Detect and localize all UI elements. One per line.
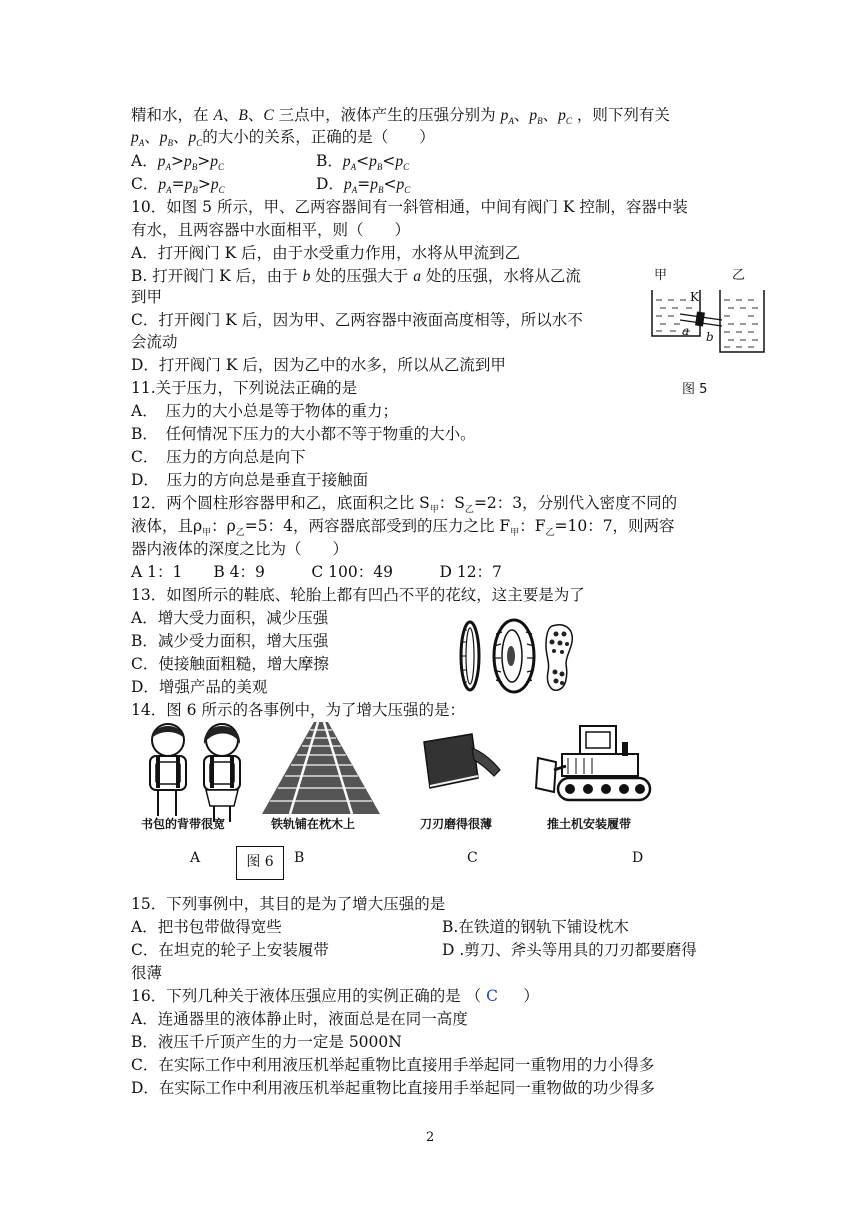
q13-option-b: B．减少受力面积，增大压强 (131, 632, 329, 650)
caption-cleaver: 刀刃磨得很薄 (420, 817, 493, 831)
q10-option-c-line1: C．打开阀门 K 后，因为甲、乙两容器中液面高度相等，所以水不 (131, 311, 583, 329)
q15-option-a: A．把书包带做得宽些 (131, 918, 282, 936)
q10-option-b-line2: 到甲 (131, 288, 163, 306)
q9-option-a: A．$p_A>p_B>p_C$ (131, 152, 224, 173)
q13-option-a: A．增大受力面积，减少压强 (131, 609, 329, 627)
q15-stem: 15．下列事例中，其目的是为了增大压强的是 (131, 895, 446, 913)
vessel-label-right: 乙 (732, 268, 746, 283)
point-label-b: b (706, 330, 714, 344)
q10-line2: 有水，且两容器中水面相平，则（ ） (131, 221, 411, 239)
q15-option-d-line1: D .剪刀、斧头等用具的刀刃都要磨得 (442, 941, 697, 959)
q16-option-c: C．在实际工作中利用液压机举起重物比直接用手举起同一重物用的力小得多 (131, 1056, 655, 1074)
q13-option-c: C．使接触面粗糙，增大摩擦 (131, 655, 329, 673)
q11-option-d: D． 压力的方向总是垂直于接触面 (131, 471, 369, 489)
figure-6-box: 图 6 (236, 846, 284, 880)
figure-5 (640, 262, 770, 397)
q10-option-d: D．打开阀门 K 后，因为乙中的水多，所以从乙流到甲 (131, 356, 506, 374)
figure-6-label-d: D (632, 850, 644, 866)
children-with-schoolbags-drawing (136, 718, 254, 830)
valve-label-k: K (690, 290, 699, 304)
tire-sole-drawing (456, 616, 586, 696)
figure-6-label-b: B (294, 850, 305, 866)
q9-option-d: D．$p_A=p_B<p_C$ (316, 175, 411, 196)
q16-answer: C (486, 987, 498, 1005)
figure-5-caption: 图 5 (682, 382, 708, 397)
q9-option-c: C．$p_A=p_B>p_C$ (131, 175, 225, 196)
q10-option-a: A．打开阀门 K 后，由于水受重力作用，水将从甲流到乙 (131, 244, 521, 262)
q14-stem: 14．图 6 所示的各事例中，为了增大压强的是： (131, 701, 465, 719)
q15-option-b: B.在铁道的钢轨下铺设枕木 (442, 918, 629, 936)
cleaver-image (416, 728, 508, 808)
q16-option-d: D．在实际工作中利用液压机举起重物比直接用手举起同一重物做的功少得多 (131, 1079, 655, 1097)
q12-line2: 液体，且$\rho_甲$：$\rho_乙=5$：4，两容器底部受到的压力之比 $F_甲$：$F_乙=10$：7，则两容 (131, 517, 675, 539)
page-number: 2 (426, 1130, 435, 1145)
q16-option-a: A．连通器里的液体静止时，液面总是在同一高度 (131, 1010, 468, 1028)
caption-bulldozer: 推土机安装履带 (547, 817, 632, 831)
q12-line3: 器内液体的深度之比为（ ） (131, 540, 349, 558)
tire-and-sole-figure (456, 616, 586, 696)
vessel-label-left: 甲 (654, 268, 668, 283)
q12-options: A 1：1 B 4：9 C 100：49 D 12：7 (131, 563, 502, 581)
q11-option-a: A． 压力的大小总是等于物体的重力； (131, 402, 398, 420)
q10-line1: 10．如图 5 所示，甲、乙两容器间有一斜管相通，中间有阀门 K 控制，容器中装 (131, 198, 688, 216)
railway-image (262, 722, 380, 814)
q16-stem (131, 985, 539, 1007)
bulldozer-drawing (532, 718, 656, 810)
q9-option-b: B．$p_A<p_B<p_C$ (316, 152, 410, 173)
schoolbag-image (136, 718, 254, 830)
q13-stem: 13．如图所示的鞋底、轮胎上都有凹凸不平的花纹，这主要是为了 (131, 586, 585, 604)
q11-stem: 11.关于压力，下列说法正确的是 (131, 379, 358, 397)
q11-option-b: B． 任何情况下压力的大小都不等于物重的大小。 (131, 425, 476, 443)
figure-6-label-c: C (467, 850, 478, 866)
q11-option-c: C． 压力的方向总是向下 (131, 448, 306, 466)
q9-line2: $p_A$、$p_B$、$p_C$的大小的关系，正确的是（ ） (131, 128, 435, 149)
figure-6-label-a: A (190, 850, 201, 866)
q15-option-c: C．在坦克的轮子上安装履带 (131, 941, 329, 959)
point-label-a: a (682, 324, 690, 338)
q12-line1: 12．两个圆柱形容器甲和乙，底面积之比 $S_甲$：$S_乙=2$：3，分别代入密度不同的 (131, 494, 678, 516)
q16-stem-end: ） (523, 987, 539, 1005)
bulldozer-image (532, 718, 656, 810)
q10-option-c-line2: 会流动 (131, 333, 178, 351)
cleaver-drawing (416, 728, 508, 808)
q15-option-d-line2: 很薄 (131, 964, 163, 982)
q10-option-b-line1: B. 打开阀门 K 后，由于 b 处的压强大于 a 处的压强，水将从乙流 (131, 267, 581, 285)
q13-option-d: D．增强产品的美观 (131, 678, 268, 696)
q9-line1: 精和水，在 A、B、C 三点中，液体产生的压强分别为 $p_A$、$p_B$、$p_C$ ，则下列有关 (131, 106, 670, 127)
railway-on-sleepers-drawing (262, 722, 380, 814)
caption-schoolbag: 书包的背带很宽 (141, 817, 226, 831)
q16-option-b: B．液压千斤顶产生的力一定是 5000N (131, 1033, 402, 1051)
q16-stem-text: 16．下列几种关于液体压强应用的实例正确的是 （ (131, 987, 482, 1005)
caption-railway: 铁轨铺在枕木上 (271, 817, 356, 831)
